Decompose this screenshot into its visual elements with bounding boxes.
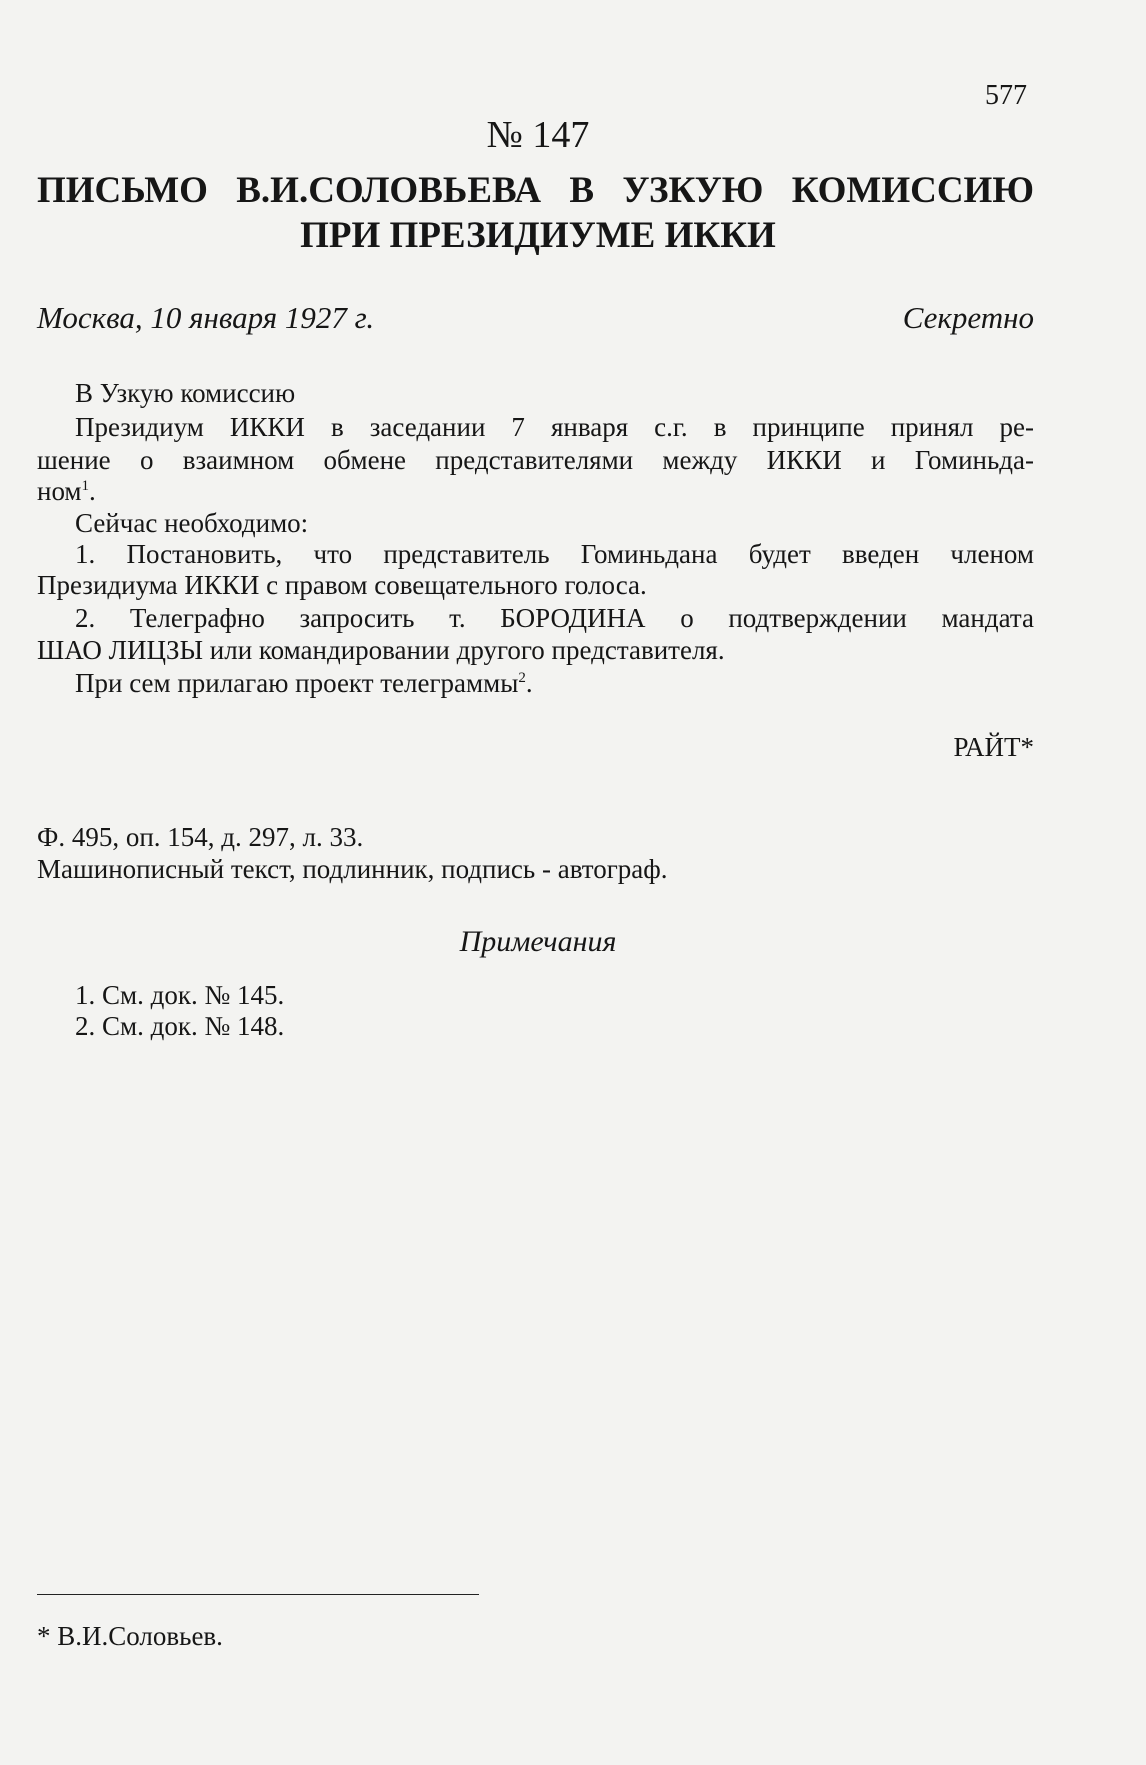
- list-item: 1. Постановить, что представитель Гоминьдана будет введен членом: [75, 539, 1034, 569]
- list-item: 2. Телеграфно запросить т. БОРОДИНА о подтверждении мандата: [75, 603, 1034, 633]
- document-title-line2: ПРИ ПРЕЗИДИУМЕ ИККИ: [300, 215, 776, 256]
- paragraph-line: ном$^1$.: [37, 476, 96, 506]
- archive-reference: Ф. 495, оп. 154, д. 297, л. 33.: [37, 822, 364, 852]
- addressee: В Узкую комиссию: [75, 378, 296, 408]
- paragraph-text: ном: [37, 476, 82, 506]
- source-description: Машинописный текст, подлинник, подпись - автограф.: [37, 854, 668, 884]
- notes-heading: Примечания: [459, 925, 617, 958]
- classification: Секретно: [902, 300, 1034, 335]
- footnote-ref[interactable]: 2: [518, 670, 526, 686]
- paragraph-line: шение о взаимном обмене представителями между ИККИ и Гоминьда-: [37, 445, 1034, 475]
- paragraph-line: Президиум ИККИ в заседании 7 января с.г. в принципе принял ре-: [75, 412, 1034, 442]
- footnote-divider: [37, 1594, 479, 1595]
- footnote: * В.И.Соловьев.: [37, 1621, 223, 1651]
- document-number: № 147: [486, 114, 590, 156]
- list-item: ШАО ЛИЦЗЫ или командировании другого представителя.: [37, 635, 725, 665]
- note-item: 1. См. док. № 145.: [75, 980, 285, 1010]
- page-number: 577: [985, 80, 1027, 111]
- document-title-line1: ПИСЬМО В.И.СОЛОВЬЕВА В УЗКУЮ КОМИССИЮ: [37, 170, 1034, 211]
- closing-line: При сем прилагаю проект телеграммы$^2$.: [75, 668, 533, 698]
- paragraph-line: Сейчас необходимо:: [75, 508, 309, 538]
- closing-text: При сем прилагаю проект телеграммы: [75, 668, 519, 698]
- place-date: Москва, 10 января 1927 г.: [37, 300, 375, 335]
- list-item: Президиума ИККИ с правом совещательного голоса.: [37, 570, 647, 600]
- note-item: 2. См. док. № 148.: [75, 1011, 285, 1041]
- footnote-ref[interactable]: 1: [81, 478, 90, 494]
- signature: РАЙТ*: [953, 732, 1034, 762]
